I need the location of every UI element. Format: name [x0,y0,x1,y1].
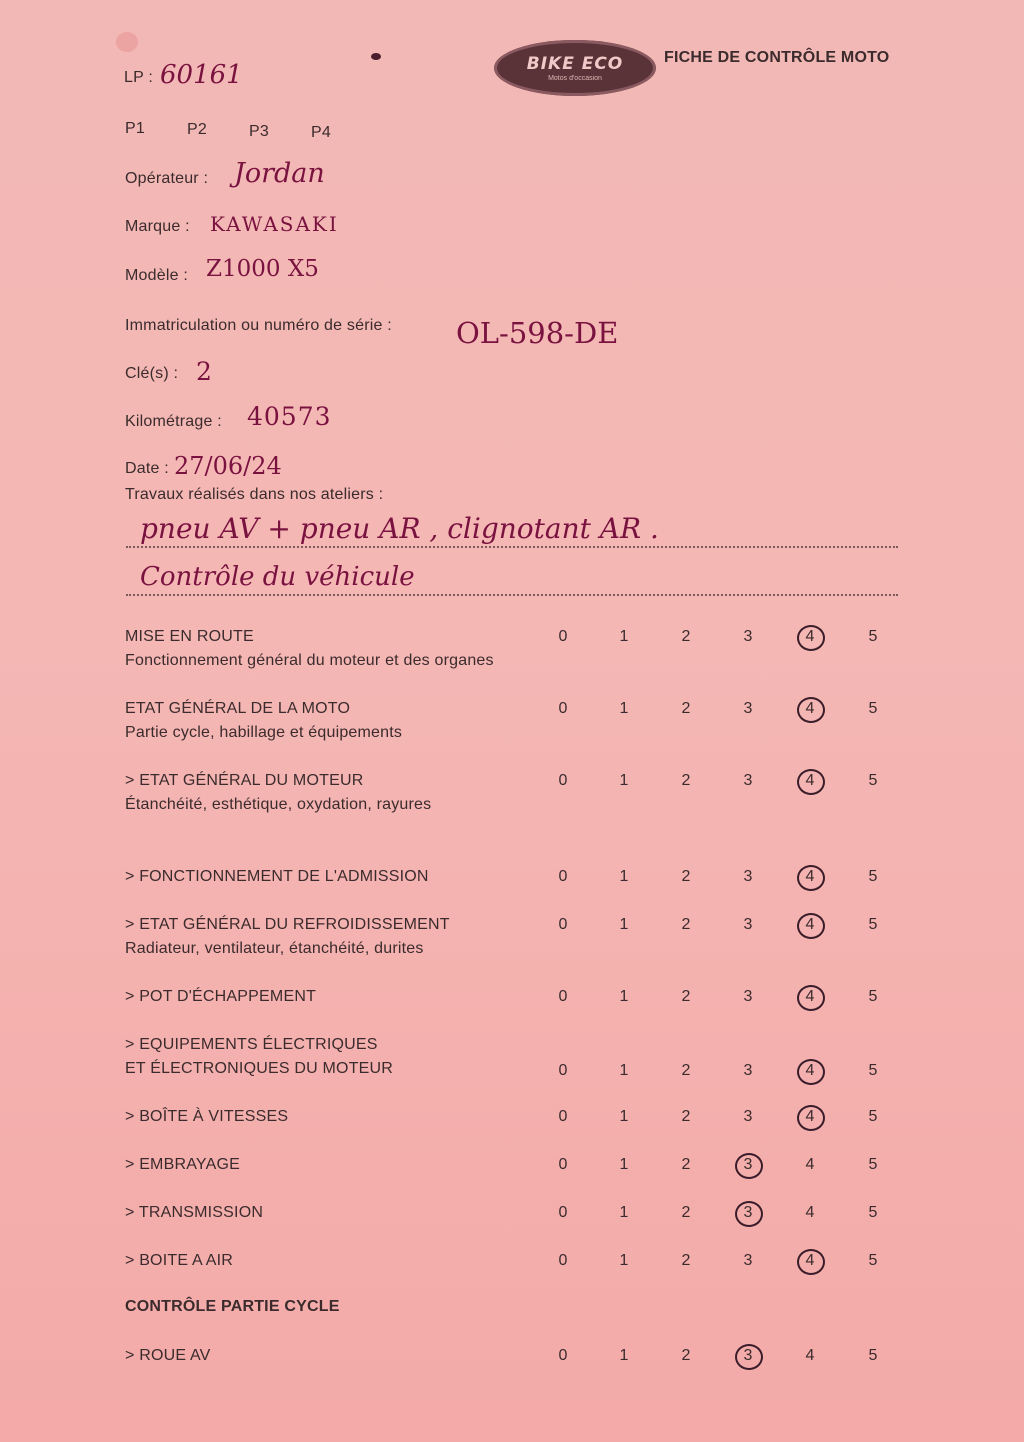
rating-row-0-score-option[interactable]: 3 [743,628,753,645]
date-value: 27/06/24 [174,452,282,480]
operateur-label: Opérateur : [125,170,209,187]
rating-row-10-score-option[interactable]: 5 [868,1252,878,1269]
rating-row-0-title: MISE EN ROUTE [125,628,254,645]
rating-row-8-score-selected[interactable]: 3 [736,1156,760,1174]
rating-row-0-score-option[interactable]: 1 [619,628,629,645]
rating-row-2-subtitle: Étanchéité, esthétique, oxydation, rayures [125,796,432,813]
modele-label: Modèle : [125,267,188,284]
rating-row-5-score-option[interactable]: 0 [558,988,568,1005]
kilometrage-label: Kilométrage : [125,413,222,430]
rating-row-6-title: > EQUIPEMENTS ÉLECTRIQUES [125,1036,378,1053]
rating-row-0-score-option[interactable]: 2 [681,628,691,645]
rating-row-7-score-selected[interactable]: 4 [798,1108,822,1126]
rating-row-5-score-selected[interactable]: 4 [798,988,822,1006]
rating-row-2-title: > ETAT GÉNÉRAL DU MOTEUR [125,772,364,789]
rating-row-1-score-option[interactable]: 1 [619,700,629,717]
cycle-row-0-score-option[interactable]: 0 [558,1347,568,1364]
position-p4: P4 [311,124,331,141]
rating-row-4-score-option[interactable]: 1 [619,916,629,933]
rating-row-9-score-option[interactable]: 2 [681,1204,691,1221]
travaux-label: Travaux réalisés dans nos ateliers : [125,486,384,503]
cycle-row-0-title: > ROUE AV [125,1347,211,1364]
rating-row-1-score-option[interactable]: 3 [743,700,753,717]
rating-row-1-score-option[interactable]: 0 [558,700,568,717]
rating-row-1-score-option[interactable]: 2 [681,700,691,717]
rating-row-7-score-option[interactable]: 1 [619,1108,629,1125]
cles-value: 2 [196,357,212,386]
cycle-row-0-score-option[interactable]: 1 [619,1347,629,1364]
ink-spot [371,53,381,60]
rating-row-8-title: > EMBRAYAGE [125,1156,240,1173]
rating-row-9-score-option[interactable]: 0 [558,1204,568,1221]
document-title: FICHE DE CONTRÔLE MOTO [664,49,890,66]
rating-row-6-score-option[interactable]: 3 [743,1062,753,1079]
rating-row-6-subtitle: ET ÉLECTRONIQUES DU MOTEUR [125,1060,394,1077]
rating-row-4-score-option[interactable]: 2 [681,916,691,933]
rating-row-0-score-selected[interactable]: 4 [798,628,822,646]
rating-row-9-score-option[interactable]: 1 [619,1204,629,1221]
rating-row-2-score-selected[interactable]: 4 [798,772,822,790]
lp-value: 60161 [160,60,243,90]
section-partie-cycle-heading: CONTRÔLE PARTIE CYCLE [125,1298,340,1315]
rating-row-6-score-option[interactable]: 0 [558,1062,568,1079]
rating-row-5-score-option[interactable]: 5 [868,988,878,1005]
rating-row-0-score-option[interactable]: 0 [558,628,568,645]
rating-row-3-score-option[interactable]: 2 [681,868,691,885]
operateur-value: Jordan [234,158,325,189]
rating-row-4-score-option[interactable]: 3 [743,916,753,933]
rating-row-0-subtitle: Fonctionnement général du moteur et des organes [125,652,494,669]
rating-row-8-score-option[interactable]: 2 [681,1156,691,1173]
cycle-row-0-score-option[interactable]: 4 [805,1347,815,1364]
position-p2: P2 [187,121,207,138]
immatriculation-label: Immatriculation ou numéro de série : [125,317,392,334]
rating-row-9-title: > TRANSMISSION [125,1204,264,1221]
cycle-row-0-score-selected[interactable]: 3 [736,1347,760,1365]
rating-row-9-score-selected[interactable]: 3 [736,1204,760,1222]
rating-row-1-subtitle: Partie cycle, habillage et équipements [125,724,403,741]
immatriculation-value: OL-598-DE [456,316,619,350]
rating-row-1-title: ETAT GÉNÉRAL DE LA MOTO [125,700,351,717]
lp-label: LP : [124,69,153,86]
rating-row-2-score-option[interactable]: 0 [558,772,568,789]
date-label: Date : [125,460,169,477]
rating-row-9-score-option[interactable]: 4 [805,1204,815,1221]
rating-row-7-score-option[interactable]: 2 [681,1108,691,1125]
rating-row-2-score-option[interactable]: 5 [868,772,878,789]
rating-row-4-title: > ETAT GÉNÉRAL DU REFROIDISSEMENT [125,916,450,933]
rating-row-8-score-option[interactable]: 1 [619,1156,629,1173]
rating-row-1-score-selected[interactable]: 4 [798,700,822,718]
rating-row-5-title: > POT D'ÉCHAPPEMENT [125,988,317,1005]
modele-value: Z1000 X5 [206,256,319,282]
rating-row-8-score-option[interactable]: 0 [558,1156,568,1173]
rating-row-10-score-option[interactable]: 0 [558,1252,568,1269]
rating-row-0-score-option[interactable]: 5 [868,628,878,645]
rating-row-2-score-option[interactable]: 2 [681,772,691,789]
rating-row-6-score-selected[interactable]: 4 [798,1062,822,1080]
rating-row-10-score-option[interactable]: 2 [681,1252,691,1269]
rating-row-10-score-option[interactable]: 1 [619,1252,629,1269]
position-p3: P3 [249,123,269,140]
cycle-row-0-score-option[interactable]: 5 [868,1347,878,1364]
rating-row-2-score-option[interactable]: 1 [619,772,629,789]
rating-row-3-score-option[interactable]: 5 [868,868,878,885]
rating-row-7-score-option[interactable]: 5 [868,1108,878,1125]
travaux-line-1: pneu AV + pneu AR , clignotant AR . [140,512,659,545]
cycle-row-0-score-option[interactable]: 2 [681,1347,691,1364]
rating-row-5-score-option[interactable]: 1 [619,988,629,1005]
rating-row-8-score-option[interactable]: 5 [868,1156,878,1173]
rating-row-4-score-selected[interactable]: 4 [798,916,822,934]
rating-row-10-score-selected[interactable]: 4 [798,1252,822,1270]
rating-row-3-score-selected[interactable]: 4 [798,868,822,886]
dotted-line-2 [126,594,898,596]
rating-row-3-score-option[interactable]: 3 [743,868,753,885]
rating-row-8-score-option[interactable]: 4 [805,1156,815,1173]
rating-row-3-score-option[interactable]: 0 [558,868,568,885]
rating-row-5-score-option[interactable]: 3 [743,988,753,1005]
rating-row-7-title: > BOÎTE À VITESSES [125,1108,289,1125]
bike-eco-logo: BIKE ECO Motos d'occasion [494,40,656,96]
position-p1: P1 [125,120,145,137]
rating-row-10-title: > BOITE A AIR [125,1252,233,1269]
rating-row-7-score-option[interactable]: 0 [558,1108,568,1125]
rating-row-5-score-option[interactable]: 2 [681,988,691,1005]
rating-row-4-score-option[interactable]: 5 [868,916,878,933]
marque-value: KAWASAKI [210,212,339,236]
travaux-line-2: Contrôle du véhicule [140,562,415,592]
rating-row-1-score-option[interactable]: 5 [868,700,878,717]
cles-label: Clé(s) : [125,365,179,382]
rating-row-6-score-option[interactable]: 5 [868,1062,878,1079]
kilometrage-value: 40573 [247,402,332,431]
rating-row-10-score-option[interactable]: 3 [743,1252,753,1269]
rating-row-3-title: > FONCTIONNEMENT DE L'ADMISSION [125,868,429,885]
marque-label: Marque : [125,218,190,235]
rating-row-6-score-option[interactable]: 2 [681,1062,691,1079]
rating-row-2-score-option[interactable]: 3 [743,772,753,789]
rating-row-4-score-option[interactable]: 0 [558,916,568,933]
dotted-line-1 [126,546,898,548]
rating-row-6-score-option[interactable]: 1 [619,1062,629,1079]
rating-row-3-score-option[interactable]: 1 [619,868,629,885]
rating-row-9-score-option[interactable]: 5 [868,1204,878,1221]
rating-row-4-subtitle: Radiateur, ventilateur, étanchéité, durites [125,940,424,957]
paper-stain [116,32,138,52]
rating-row-7-score-option[interactable]: 3 [743,1108,753,1125]
